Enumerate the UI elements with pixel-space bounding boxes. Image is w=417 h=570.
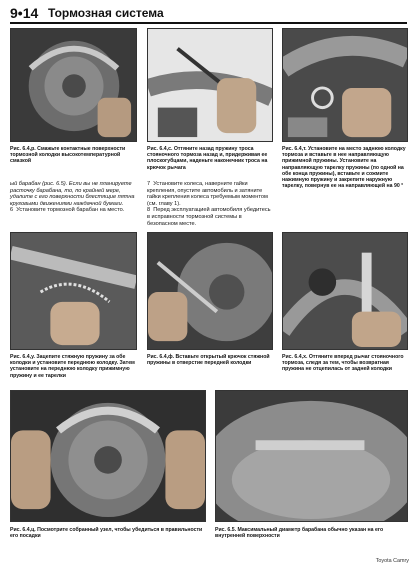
body-paragraph: ый барабан (рис. 6.5). Если вы не планируете расточку барабана, то, по крайней мере, удалите с его поверхности блестящие пятна круговыми движениями наждачной бумаги.: [10, 181, 135, 207]
caption-fig-64s: Рис. 6.4,с. Оттяните назад пружину троса стояночного тормоза назад и, придерживая ее плоскогубцами, наденьте наконечник троса на крючок рычага: [147, 146, 268, 171]
header-rule: [10, 22, 407, 24]
page-title: Тормозная система: [48, 6, 164, 20]
photo-fig-64t: [282, 28, 408, 142]
body-text-left: [10, 181, 137, 214]
caption-fig-64f: Рис. 6.4,ф. Вставьте открытый крючок стяжной пружины в отверстие передней колодки: [147, 354, 270, 367]
caption-fig-65: Рис. 6.5. Максимальный диаметр барабана обычно указан на его внутренней поверхности: [215, 527, 384, 540]
step-number: 7: [147, 181, 151, 187]
step-text: Установите колеса, наверните гайки крепления, опустите автомобиль и затяните гайки крепления колеса требуемым моментом (см. главу 1).: [147, 181, 268, 207]
body-paragraph-step: [147, 207, 273, 227]
step-number: 8: [147, 207, 151, 214]
photo-fig-64p: [10, 28, 137, 142]
photo-fig-64kh: [282, 232, 408, 350]
caption-fig-64p: Рис. 6.4,р. Смажьте контактные поверхности тормозной колодки высокотемпературной смазкой: [10, 146, 126, 165]
caption-fig-64kh: Рис. 6.4,х. Оттяните вперед рычаг стояночного тормоза, следя за тем, чтобы возвратная пружина не отцепилась от задней колодки: [282, 354, 404, 373]
photo-fig-65: [215, 390, 408, 522]
step-number: 6: [10, 207, 14, 214]
body-paragraph-step: [10, 207, 137, 214]
step-text: Перед эксплуатацией автомобиля убедитесь в исправности тормозной системы в безопасном месте.: [147, 207, 271, 227]
caption-fig-64t: Рис. 6.4,т. Установите на место заднюю колодку тормоза и вставьте в нее направляющую прижимной пружины. Установите на направляющую тарелку пружины (по одной на обе конца пружины), вставьте и сожмите нажимную пружину и закрепите наружную тарелку, повернув ее на направляющей на 90 °: [282, 146, 406, 190]
photo-fig-64s: [147, 28, 273, 142]
body-paragraph-step: [147, 181, 273, 207]
photo-fig-64u: [10, 232, 137, 350]
step-text: Установите тормозной барабан на место.: [16, 207, 125, 214]
page-number: 9•14: [10, 5, 39, 21]
page-header: [10, 4, 407, 22]
footer-text: Toyota Camry: [375, 558, 409, 564]
body-text-mid: [147, 181, 273, 227]
caption-fig-64u: Рис. 6.4,у. Зацепите стяжную пружину за обе колодки и установите переднюю колодку. Затем установите на переднюю колодку прижимную пружину и ее тарелки: [10, 354, 135, 379]
caption-fig-64ts: Рис. 6.4,ц. Посмотрите собранный узел, чтобы убедиться в правильности его посадки: [10, 527, 203, 540]
photo-fig-64ts: [10, 390, 206, 522]
photo-fig-64f: [147, 232, 273, 350]
